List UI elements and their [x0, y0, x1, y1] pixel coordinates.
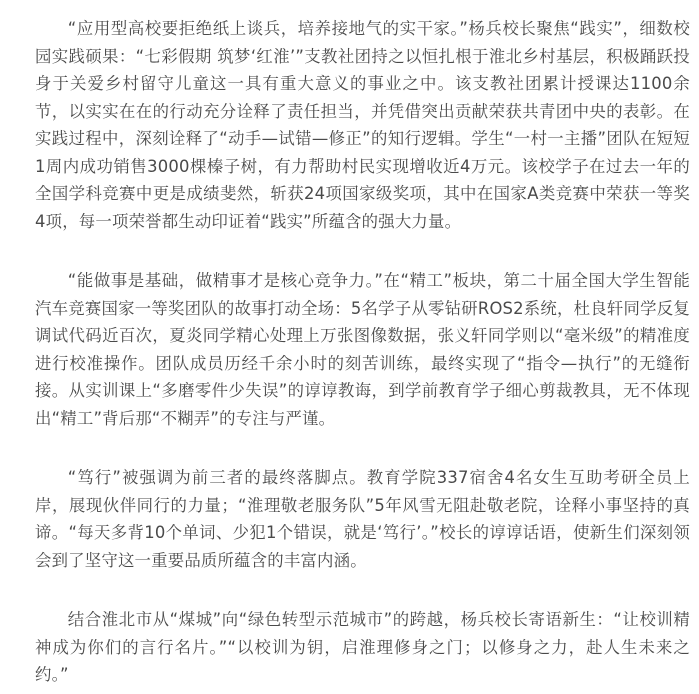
article-paragraph-1: “应用型高校要拒绝纸上谈兵，培养接地气的实干家。”杨兵校长聚焦“践实”，细数校园实践硕果：“七彩假期 筑梦‘红淮’”支教社团持之以恒扎根于淮北乡村基层，积极踊跃投身于关爱乡村留守儿童这一具有重大意义的事业之中。该支教社团累计授课达1100余节，以实实在在的行动充分诠释了责任担当，并凭借突出贡献荣获共青团中央的表彰。在实践过程中，深刻诠释了“动手—试错—修正”的知行逻辑。学生“一村一主播”团队在短短1周内成功销售3000棵榛子树，有力帮助村民实现增收近4万元。该校学子在过去一年的全国学科竞赛中更是成绩斐然，斩获24项国家级奖项，其中在国家A类竞赛中荣获一等奖4项，每一项荣誉都生动印证着“践实”所蕴含的强大力量。 [35, 19, 690, 231]
article-paragraph-3: “笃行”被强调为前三者的最终落脚点。教育学院337宿舍4名女生互助考研全员上岸，展现伙伴同行的力量；“淮理敬老服务队”5年风雪无阻赴敬老院，诠释小事坚持的真谛。“每天多背10个单词、少犯1个错误，就是‘笃行’。”校长的谆谆话语，使新生们深刻领会到了坚守这一重要品质所蕴含的丰富内涵。 [35, 468, 690, 570]
article-paragraph-2: “能做事是基础，做精事才是核心竞争力。”在“精工”板块，第二十届全国大学生智能汽车竞赛国家一等奖团队的故事打动全场：5名学子从零钻研ROS2系统，杜良轩同学反复调试代码近百次，夏炎同学精心处理上万张图像数据，张义轩同学则以“毫米级”的精准度进行校准操作。团队成员历经千余小时的刻苦训练，最终实现了“指令—执行”的无缝衔接。从实训课上“多磨零件少失误”的谆谆教诲，到学前教育学子细心剪裁教具，无不体现出“精工”背后那“不糊弄”的专注与严谨。 [35, 271, 690, 428]
article-paragraph-4: 结合淮北市从“煤城”向“绿色转型示范城市”的跨越，杨兵校长寄语新生：“让校训精神成为你们的言行名片。”“以校训为钥，启淮理修身之门；以修身之力，赴人生未来之约。” [35, 610, 690, 684]
